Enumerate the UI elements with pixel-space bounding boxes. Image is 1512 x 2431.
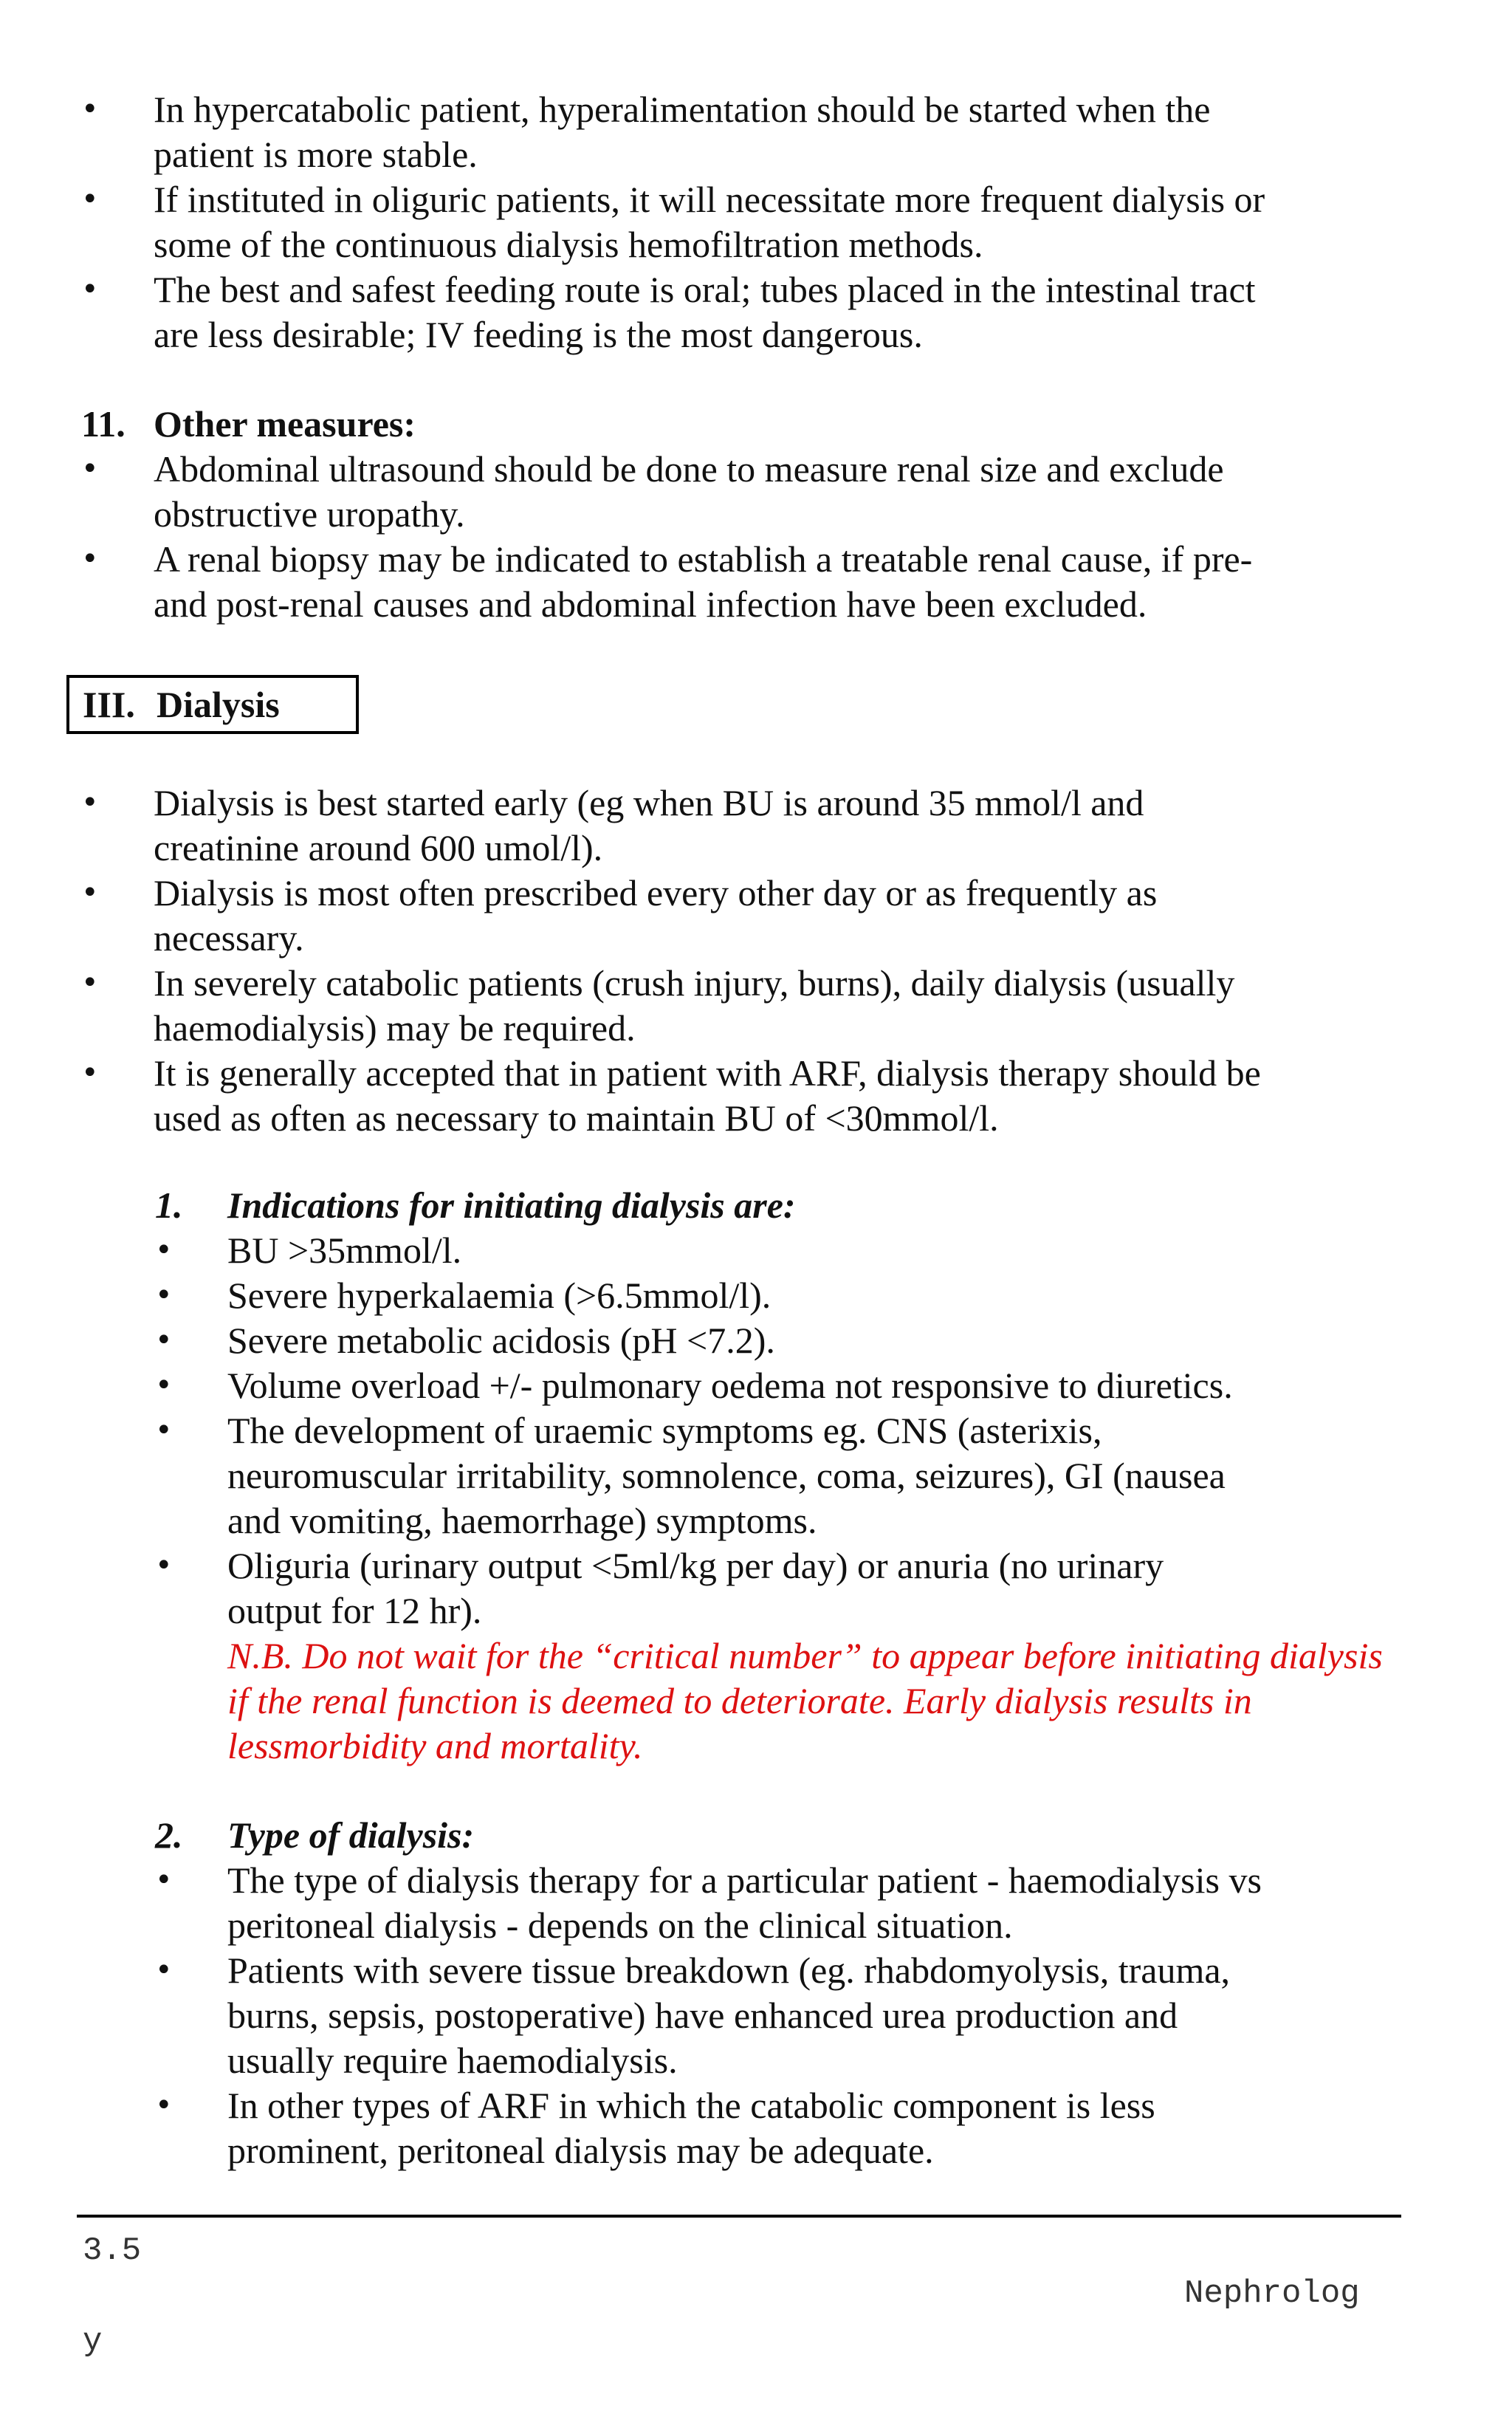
list-item [155, 1363, 1410, 1408]
list-item [81, 1051, 1410, 1141]
subsection-number: 1. [155, 1184, 183, 1226]
bullet-icon: • [155, 1368, 173, 1402]
list-item [81, 177, 1410, 267]
list-item-text [227, 1858, 1410, 1948]
bullet-icon: • [81, 786, 99, 820]
list-item [81, 537, 1410, 627]
section-title: Dialysis [157, 684, 280, 725]
list-item-text [227, 1363, 1410, 1408]
text-line: Severe metabolic acidosis (pH <7.2). [227, 1320, 775, 1361]
critical-number-note [227, 1633, 1438, 1769]
footer-page-number: 3.5 [83, 2232, 142, 2269]
list-item-text [227, 2083, 1410, 2173]
text-line: prominent, peritoneal dialysis may be adequate. [227, 2130, 934, 2171]
text-line: A renal biopsy may be indicated to establish a treatable renal cause, if pre- [154, 538, 1253, 580]
bullet-icon: • [155, 1323, 173, 1357]
text-line: In other types of ARF in which the catabolic component is less [227, 2085, 1155, 2126]
note-line: if the renal function is deemed to deteriorate. Early dialysis results in [227, 1680, 1252, 1721]
bullet-icon: • [155, 1413, 173, 1447]
section-title: Other measures: [154, 403, 416, 445]
list-item-text [154, 447, 1410, 537]
bullet-icon: • [81, 272, 99, 306]
text-line: usually require haemodialysis. [227, 2040, 678, 2081]
subsection-title: Type of dialysis: [227, 1814, 475, 1856]
bullet-icon: • [155, 2088, 173, 2122]
list-item-text [154, 1051, 1410, 1141]
type-of-dialysis-heading [155, 1813, 474, 1858]
list-item-text [154, 781, 1410, 871]
text-line: Oliguria (urinary output <5ml/kg per day) or anuria (no urinary [227, 1545, 1164, 1586]
text-line: burns, sepsis, postoperative) have enhanced urea production and [227, 1995, 1178, 2036]
subsection-title: Indications for initiating dialysis are: [227, 1184, 796, 1226]
text-line: and post-renal causes and abdominal infection have been excluded. [154, 583, 1147, 625]
list-item [81, 781, 1410, 871]
footer-section-name-tail: y [83, 2323, 103, 2360]
list-item [155, 1273, 1410, 1318]
type-of-dialysis-bullet-list [155, 1858, 1410, 2173]
text-line: necessary. [154, 917, 304, 959]
text-line: The type of dialysis therapy for a particular patient - haemodialysis vs [227, 1859, 1262, 1901]
list-item-text [227, 1948, 1410, 2083]
dialysis-bullet-list [81, 781, 1410, 1141]
bullet-icon: • [155, 1233, 173, 1267]
section-number: III. [83, 684, 135, 725]
list-item [155, 1318, 1410, 1363]
bullet-icon: • [81, 876, 99, 910]
bullet-icon: • [81, 182, 99, 216]
text-line: Dialysis is best started early (eg when BU is around 35 mmol/l and [154, 782, 1144, 823]
text-line: some of the continuous dialysis hemofiltration methods. [154, 224, 983, 265]
note-line: lessmorbidity and mortality. [227, 1725, 643, 1766]
list-item [155, 1543, 1410, 1633]
list-item-text [154, 87, 1410, 177]
text-line: In severely catabolic patients (crush injury, burns), daily dialysis (usually [154, 962, 1235, 1004]
list-item-text [154, 177, 1410, 267]
list-item [81, 87, 1410, 177]
note-line: N.B. Do not wait for the “critical number” to appear before initiating dialysis [227, 1635, 1383, 1676]
list-item-text [227, 1543, 1410, 1633]
indications-bullet-list [155, 1228, 1410, 1633]
bullet-icon: • [81, 1056, 99, 1090]
section-number: 11. [81, 403, 126, 445]
indications-heading [155, 1183, 796, 1228]
text-line: output for 12 hr). [227, 1590, 482, 1631]
bullet-icon: • [155, 1549, 173, 1583]
bullet-icon: • [155, 1953, 173, 1987]
list-item-text [154, 871, 1410, 961]
list-item [81, 447, 1410, 537]
text-line: Abdominal ultrasound should be done to measure renal size and exclude [154, 448, 1224, 490]
list-item-text [227, 1408, 1410, 1543]
list-item [155, 1858, 1410, 1948]
text-line: Patients with severe tissue breakdown (eg. rhabdomyolysis, trauma, [227, 1950, 1231, 1991]
text-line: The best and safest feeding route is oral; tubes placed in the intestinal tract [154, 269, 1256, 310]
text-line: The development of uraemic symptoms eg. CNS (asterixis, [227, 1410, 1102, 1451]
text-line: In hypercatabolic patient, hyperalimentation should be started when the [154, 89, 1211, 130]
list-item [155, 1228, 1410, 1273]
list-item [155, 2083, 1410, 2173]
text-line: It is generally accepted that in patient with ARF, dialysis therapy should be [154, 1052, 1261, 1094]
bullet-icon: • [81, 966, 99, 1000]
list-item-text [154, 961, 1410, 1051]
list-item-text [227, 1228, 1410, 1273]
list-item [155, 1408, 1410, 1543]
bullet-icon: • [81, 452, 99, 486]
bullet-icon: • [81, 92, 99, 126]
text-line: neuromuscular irritability, somnolence, coma, seizures), GI (nausea [227, 1455, 1226, 1496]
subsection-number: 2. [155, 1814, 183, 1856]
text-line: peritoneal dialysis - depends on the clinical situation. [227, 1904, 1013, 1946]
list-item [81, 961, 1410, 1051]
footer-section-name: Nephrolog [1184, 2275, 1360, 2312]
text-line: Severe hyperkalaemia (>6.5mmol/l). [227, 1275, 772, 1316]
text-line: obstructive uropathy. [154, 493, 465, 535]
text-line: Volume overload +/- pulmonary oedema not responsive to diuretics. [227, 1365, 1233, 1406]
list-item-text [227, 1318, 1410, 1363]
footer-rule [77, 2215, 1401, 2218]
section-iii-heading-box [66, 675, 359, 734]
list-item [81, 267, 1410, 357]
list-item-text [227, 1273, 1410, 1318]
list-item-text [154, 267, 1410, 357]
text-line: Dialysis is most often prescribed every other day or as frequently as [154, 872, 1158, 913]
text-line: BU >35mmol/l. [227, 1230, 462, 1271]
text-line: and vomiting, haemorrhage) symptoms. [227, 1500, 817, 1541]
section-11-bullet-list [81, 447, 1410, 627]
text-line: creatinine around 600 umol/l). [154, 827, 603, 868]
top-bullet-list [81, 87, 1410, 357]
list-item [81, 871, 1410, 961]
list-item-text [154, 537, 1410, 627]
section-11-heading [81, 402, 416, 447]
text-line: If instituted in oliguric patients, it will necessitate more frequent dialysis or [154, 179, 1265, 220]
text-line: patient is more stable. [154, 134, 478, 175]
bullet-icon: • [81, 542, 99, 576]
text-line: haemodialysis) may be required. [154, 1007, 636, 1049]
bullet-icon: • [155, 1278, 173, 1312]
list-item [155, 1948, 1410, 2083]
text-line: are less desirable; IV feeding is the most dangerous. [154, 314, 923, 355]
text-line: used as often as necessary to maintain BU of <30mmol/l. [154, 1097, 999, 1139]
bullet-icon: • [155, 1863, 173, 1897]
